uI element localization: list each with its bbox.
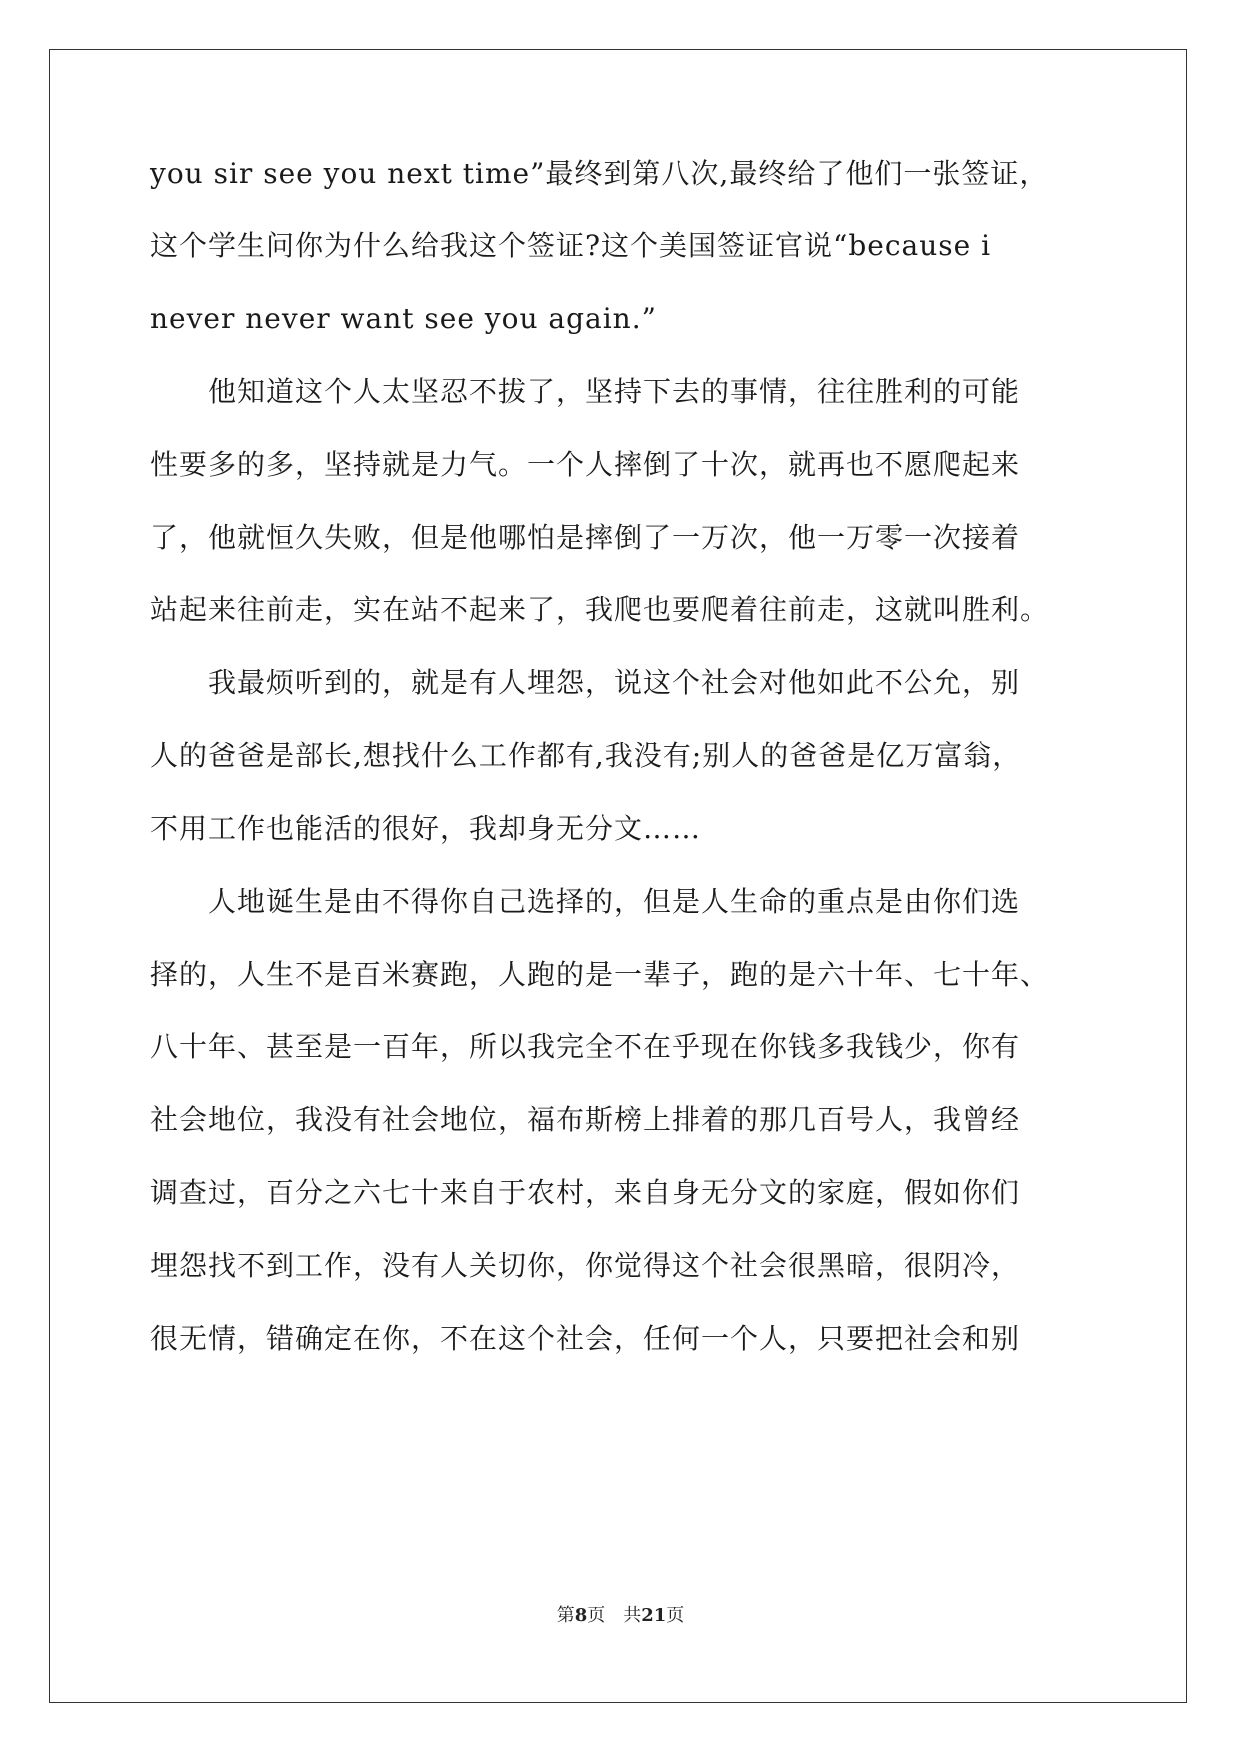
- footer-page-number: 8: [574, 1605, 588, 1626]
- page-border: [49, 49, 1187, 1703]
- footer-total-pages: 21: [641, 1605, 667, 1626]
- text-line: 很无情，错确定在你，不在这个社会，任何一个人，只要把社会和别: [150, 1322, 1021, 1355]
- text-line: 我最烦听到的，就是有人埋怨，说这个社会对他如此不公允，别: [150, 666, 1021, 699]
- text-line: 站起来往前走，实在站不起来了，我爬也要爬着往前走，这就叫胜利。: [150, 593, 1050, 626]
- page-footer: [0, 1603, 1241, 1629]
- footer-prefix: 第: [556, 1605, 575, 1626]
- text-line: 不用工作也能活的很好，我却身无分文……: [150, 812, 702, 845]
- text-line: 了，他就恒久失败，但是他哪怕是摔倒了一万次，他一万零一次接着: [150, 521, 1021, 554]
- text-line: 人的爸爸是部长,想找什么工作都有,我没有;别人的爸爸是亿万富翁，: [150, 739, 1022, 772]
- text-line: never never want see you again.”: [150, 302, 657, 335]
- text-line: 性要多的多，坚持就是力气。一个人摔倒了十次，就再也不愿爬起来: [150, 448, 1021, 481]
- footer-suffix: 页: [666, 1605, 685, 1626]
- text-line: 这个学生问你为什么给我这个签证?这个美国签证官说“because i: [150, 229, 992, 262]
- text-line: 社会地位，我没有社会地位，福布斯榜上排着的那几百号人，我曾经: [150, 1103, 1021, 1136]
- text-line: 人地诞生是由不得你自己选择的，但是人生命的重点是由你们选: [150, 885, 1021, 918]
- text-line: 埋怨找不到工作，没有人关切你，你觉得这个社会很黑暗，很阴冷，: [150, 1249, 1021, 1282]
- footer-mid: 页 共: [587, 1605, 642, 1626]
- text-line: 调查过，百分之六七十来自于农村，来自身无分文的家庭，假如你们: [150, 1176, 1021, 1209]
- text-line: you sir see you next time”最终到第八次,最终给了他们一张签证，: [150, 157, 1049, 190]
- text-line: 他知道这个人太坚忍不拔了，坚持下去的事情，往往胜利的可能: [150, 375, 1021, 408]
- text-line: 择的，人生不是百米赛跑，人跑的是一辈子，跑的是六十年、七十年、: [150, 958, 1050, 991]
- text-line: 八十年、甚至是一百年，所以我完全不在乎现在你钱多我钱少，你有: [150, 1030, 1021, 1063]
